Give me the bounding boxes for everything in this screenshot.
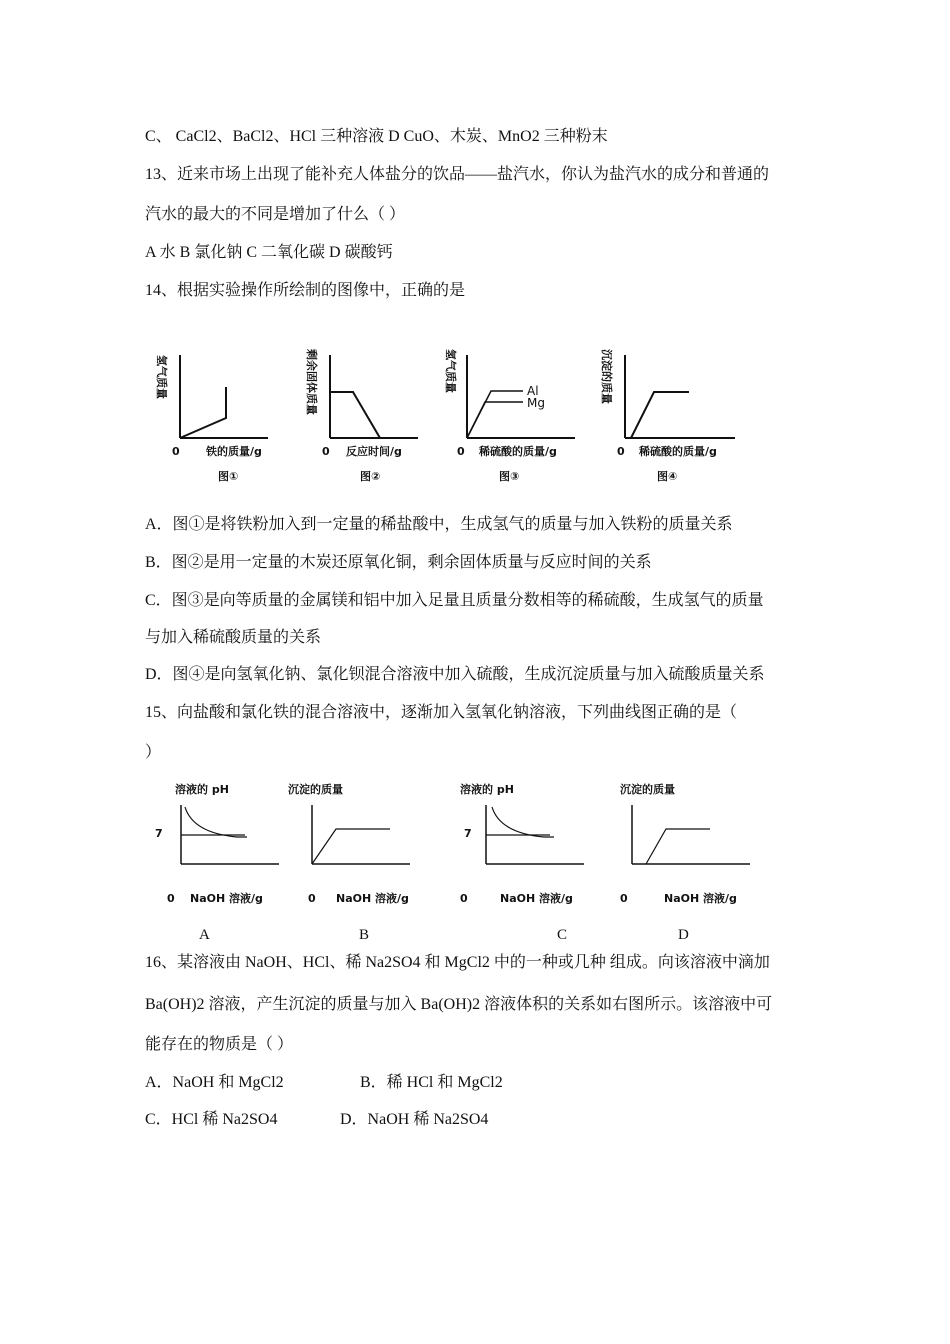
q14-figure-1 [150,335,280,485]
figA-xlabel: NaOH 溶液/g [190,892,263,905]
fig3-al-line [467,391,523,438]
fig1-ylabel [155,355,169,399]
q14-stem: 14、根据实验操作所绘制的图像中，正确的是 [145,282,466,299]
q16-stem-cont: Ba(OH)2 溶液，产生沉淀的质量与加入 Ba(OH)2 溶液体积的关系如右图所示。该溶液中可 [145,996,773,1013]
q15-caption-c: C [557,927,568,943]
fig3-ylabel: 氢气质量 [444,349,457,393]
fig4-curve [631,392,689,438]
q14-figure-4 [595,335,745,485]
q16-option-a: A．NaOH 和 MgCl2 [145,1074,284,1091]
fig2-origin: 0 [322,445,330,458]
q16-option-c: C．HCl 稀 Na2SO4 [145,1111,278,1128]
figD-ylabel: 沉淀的质量 [620,783,675,796]
q14-option-d: D．图④是向氢氧化钠、氯化钡混合溶液中加入硫酸，生成沉淀质量与加入硫酸质量关系 [145,666,765,683]
q14-figure-3 [435,335,585,485]
fig3-xlabel: 稀硫酸的质量/g [479,445,557,458]
figA-ylabel: 溶液的 pH [175,783,229,796]
q15-stem: 15、向盐酸和氯化铁的混合溶液中，逐渐加入氢氧化钠溶液，下列曲线图正确的是（ [145,704,738,721]
q15-stem-cont: ） [145,744,162,761]
q14-option-c-cont: 与加入稀硫酸质量的关系 [145,629,322,646]
q15-caption-a: A [199,927,210,943]
fig1-origin: 0 [172,445,180,458]
figA-tick: 7 [155,827,163,840]
figA-curve [185,807,247,837]
fig1-curve [180,387,226,438]
figC-origin: 0 [460,892,468,905]
figC-curve [492,807,554,837]
figB-origin: 0 [308,892,316,905]
q13-options: A 水 B 氯化钠 C 二氧化碳 D 碳酸钙 [145,244,393,261]
q16-stem-cont2: 能存在的物质是（ ） [145,1036,294,1053]
fig1-xlabel: 铁的质量/g [206,445,262,458]
figB-xlabel: NaOH 溶液/g [336,892,409,905]
q15-figure-c [460,777,600,917]
q16-option-d: D．NaOH 稀 Na2SO4 [340,1111,489,1128]
fig4-caption: 图④ [657,470,678,483]
q14-option-a: A．图①是将铁粉加入到一定量的稀盐酸中，生成氢气的质量与加入铁粉的质量关系 [145,516,733,533]
fig2-curve [330,392,380,438]
fig4-xlabel: 稀硫酸的质量/g [639,445,717,458]
figB-curve [312,829,390,864]
figC-ylabel: 溶液的 pH [460,783,514,796]
q15-figure-b [288,777,440,917]
q13-stem: 13、近来市场上出现了能补充人体盐分的饮品——盐汽水，你认为盐汽水的成分和普通的 [145,166,770,183]
fig1-ylabel-text: 氢气质量 [155,355,168,399]
figD-xlabel: NaOH 溶液/g [664,892,737,905]
q13-stem-cont: 汽水的最大的不同是增加了什么（ ） [145,206,406,223]
figA-origin: 0 [167,892,175,905]
figC-tick: 7 [464,827,472,840]
fig3-caption: 图③ [499,470,520,483]
fig2-xlabel: 反应时间/g [346,445,402,458]
fig4-ylabel: 沉淀的质量 [600,349,613,404]
q15-figure-d [610,777,760,917]
q15-caption-b: B [359,927,370,943]
q16-stem: 16、某溶液由 NaOH、HCl、稀 Na2SO4 和 MgCl2 中的一种或几种 组成。向该溶液中滴加 [145,954,770,971]
figD-origin: 0 [620,892,628,905]
fig4-origin: 0 [617,445,625,458]
fig3-mg-label: Mg [527,396,545,410]
q14-option-c: C．图③是向等质量的金属镁和铝中加入足量且质量分数相等的稀硫酸，生成氢气的质量 [145,592,764,609]
fig2-ylabel: 剩余固体质量 [305,349,318,415]
fig2-caption: 图② [360,470,381,483]
fig3-origin: 0 [457,445,465,458]
figC-xlabel: NaOH 溶液/g [500,892,573,905]
figD-curve [646,829,710,864]
q14-figure-2 [300,335,430,485]
q14-option-b: B．图②是用一定量的木炭还原氧化铜，剩余固体质量与反应时间的关系 [145,554,652,571]
q12-option-c-d: C、 CaCl2、BaCl2、HCl 三种溶液 D CuO、木炭、MnO2 三种粉末 [145,128,608,145]
fig3-al-label: Al [527,384,539,398]
q15-caption-d: D [678,927,689,943]
figB-ylabel: 沉淀的质量 [288,783,343,796]
fig3-mg-line [467,402,523,438]
fig1-caption: 图① [218,470,239,483]
q16-option-b: B．稀 HCl 和 MgCl2 [360,1074,503,1091]
q15-figure-a [155,777,295,917]
